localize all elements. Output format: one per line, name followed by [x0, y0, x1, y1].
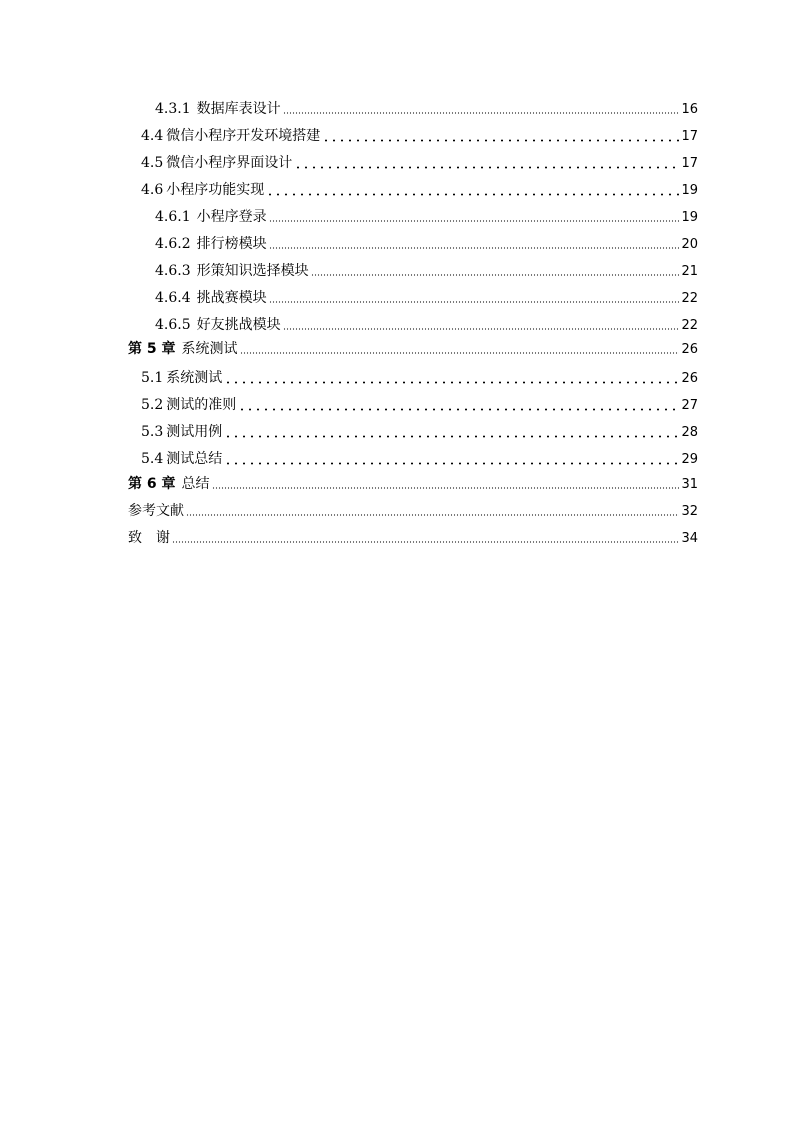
- toc-entry-chapter-5[interactable]: [128, 340, 698, 358]
- toc-entry-4-6-1[interactable]: [155, 208, 698, 226]
- toc-entry-page: 22: [681, 291, 698, 306]
- dot-leader: [269, 247, 680, 249]
- toc-entry-page: 19: [681, 183, 698, 198]
- toc-entry-number: 5.3: [141, 424, 164, 440]
- toc-entry-page: 32: [681, 504, 698, 519]
- toc-entry-number: 5.1: [141, 370, 164, 386]
- toc-entry-chapter-6[interactable]: [128, 475, 698, 493]
- toc-entry-4-6-2[interactable]: [155, 235, 698, 253]
- toc-entry-5-3[interactable]: [141, 423, 698, 441]
- toc-entry-number: 4.6.5: [155, 317, 191, 333]
- toc-entry-number: 4.6.1: [155, 209, 191, 225]
- toc-entry-title: 致 谢: [128, 530, 170, 546]
- toc-entry-page: 28: [681, 425, 698, 440]
- toc-entry-number: 4.6.3: [155, 263, 191, 279]
- toc-entry-title: 小程序登录: [196, 209, 267, 225]
- toc-entry-page: 17: [681, 129, 698, 144]
- dot-leader: [238, 408, 679, 411]
- toc-entry-references[interactable]: [128, 502, 698, 520]
- toc-entry-number: 4.6.2: [155, 236, 191, 252]
- dot-leader: [212, 487, 680, 489]
- toc-entry-4-6[interactable]: [141, 181, 698, 199]
- toc-entry-page: 34: [681, 531, 698, 546]
- toc-chapter-number: 第 5 章: [128, 341, 176, 357]
- toc-entry-title: 测试的准则: [166, 397, 237, 413]
- toc-entry-page: 22: [681, 318, 698, 333]
- toc-chapter-number: 第 6 章: [128, 476, 176, 492]
- dot-leader: [322, 139, 679, 142]
- toc-entry-title: 形策知识选择模块: [196, 263, 309, 279]
- toc-entry-4-6-4[interactable]: [155, 289, 698, 307]
- toc-entry-page: 20: [681, 237, 698, 252]
- toc-entry-5-4[interactable]: [141, 450, 698, 468]
- toc-entry-title: 测试用例: [166, 424, 223, 440]
- dot-leader: [294, 166, 679, 169]
- toc-entry-number: 4.5: [141, 155, 164, 171]
- toc-entry-acknowledgements[interactable]: [128, 529, 698, 547]
- dot-leader: [283, 328, 680, 330]
- toc-entry-title: 系统测试: [181, 341, 238, 357]
- toc-entry-4-6-5[interactable]: [155, 316, 698, 334]
- toc-entry-number: 4.6: [141, 182, 164, 198]
- toc-entry-5-1[interactable]: [141, 369, 698, 387]
- toc-entry-number: 4.4: [141, 128, 164, 144]
- toc-entry-title: 挑战赛模块: [196, 290, 267, 306]
- toc-entry-page: 17: [681, 156, 698, 171]
- toc-entry-page: 31: [681, 477, 698, 492]
- dot-leader: [224, 462, 679, 465]
- toc-entry-4-6-3[interactable]: [155, 262, 698, 280]
- toc-entry-title: 参考文献: [128, 503, 184, 519]
- toc-entry-4-4[interactable]: [141, 127, 698, 145]
- toc-entry-page: 26: [681, 371, 698, 386]
- toc-entry-title: 测试总结: [166, 451, 223, 467]
- dot-leader: [266, 193, 679, 196]
- toc-entry-title: 微信小程序开发环境搭建: [166, 128, 321, 144]
- dot-leader: [224, 381, 679, 384]
- toc-entry-title: 数据库表设计: [196, 101, 281, 117]
- dot-leader: [283, 112, 680, 114]
- toc-entry-page: 16: [681, 102, 698, 117]
- toc-entry-title: 好友挑战模块: [196, 317, 281, 333]
- toc-entry-page: 19: [681, 210, 698, 225]
- dot-leader: [311, 274, 680, 276]
- toc-entry-title: 系统测试: [166, 370, 223, 386]
- toc-entry-page: 21: [681, 264, 698, 279]
- toc-entry-4-3-1[interactable]: [155, 100, 698, 118]
- toc-entry-title: 微信小程序界面设计: [166, 155, 293, 171]
- toc-entry-number: 5.4: [141, 451, 164, 467]
- toc-entry-5-2[interactable]: [141, 396, 698, 414]
- toc-entry-title: 排行榜模块: [196, 236, 267, 252]
- dot-leader: [240, 352, 680, 354]
- dot-leader: [172, 541, 679, 543]
- toc-entry-title: 小程序功能实现: [166, 182, 265, 198]
- dot-leader: [269, 301, 680, 303]
- toc-entry-page: 29: [681, 452, 698, 467]
- toc-entry-title: 总结: [181, 476, 210, 492]
- dot-leader: [224, 435, 679, 438]
- toc-entry-number: 4.6.4: [155, 290, 191, 306]
- toc-entry-number: 5.2: [141, 397, 164, 413]
- toc-entry-4-5[interactable]: [141, 154, 698, 172]
- toc-entry-page: 26: [681, 342, 698, 357]
- toc-entry-number: 4.3.1: [155, 101, 191, 117]
- toc-entry-page: 27: [681, 398, 698, 413]
- dot-leader: [186, 514, 679, 516]
- dot-leader: [269, 220, 680, 222]
